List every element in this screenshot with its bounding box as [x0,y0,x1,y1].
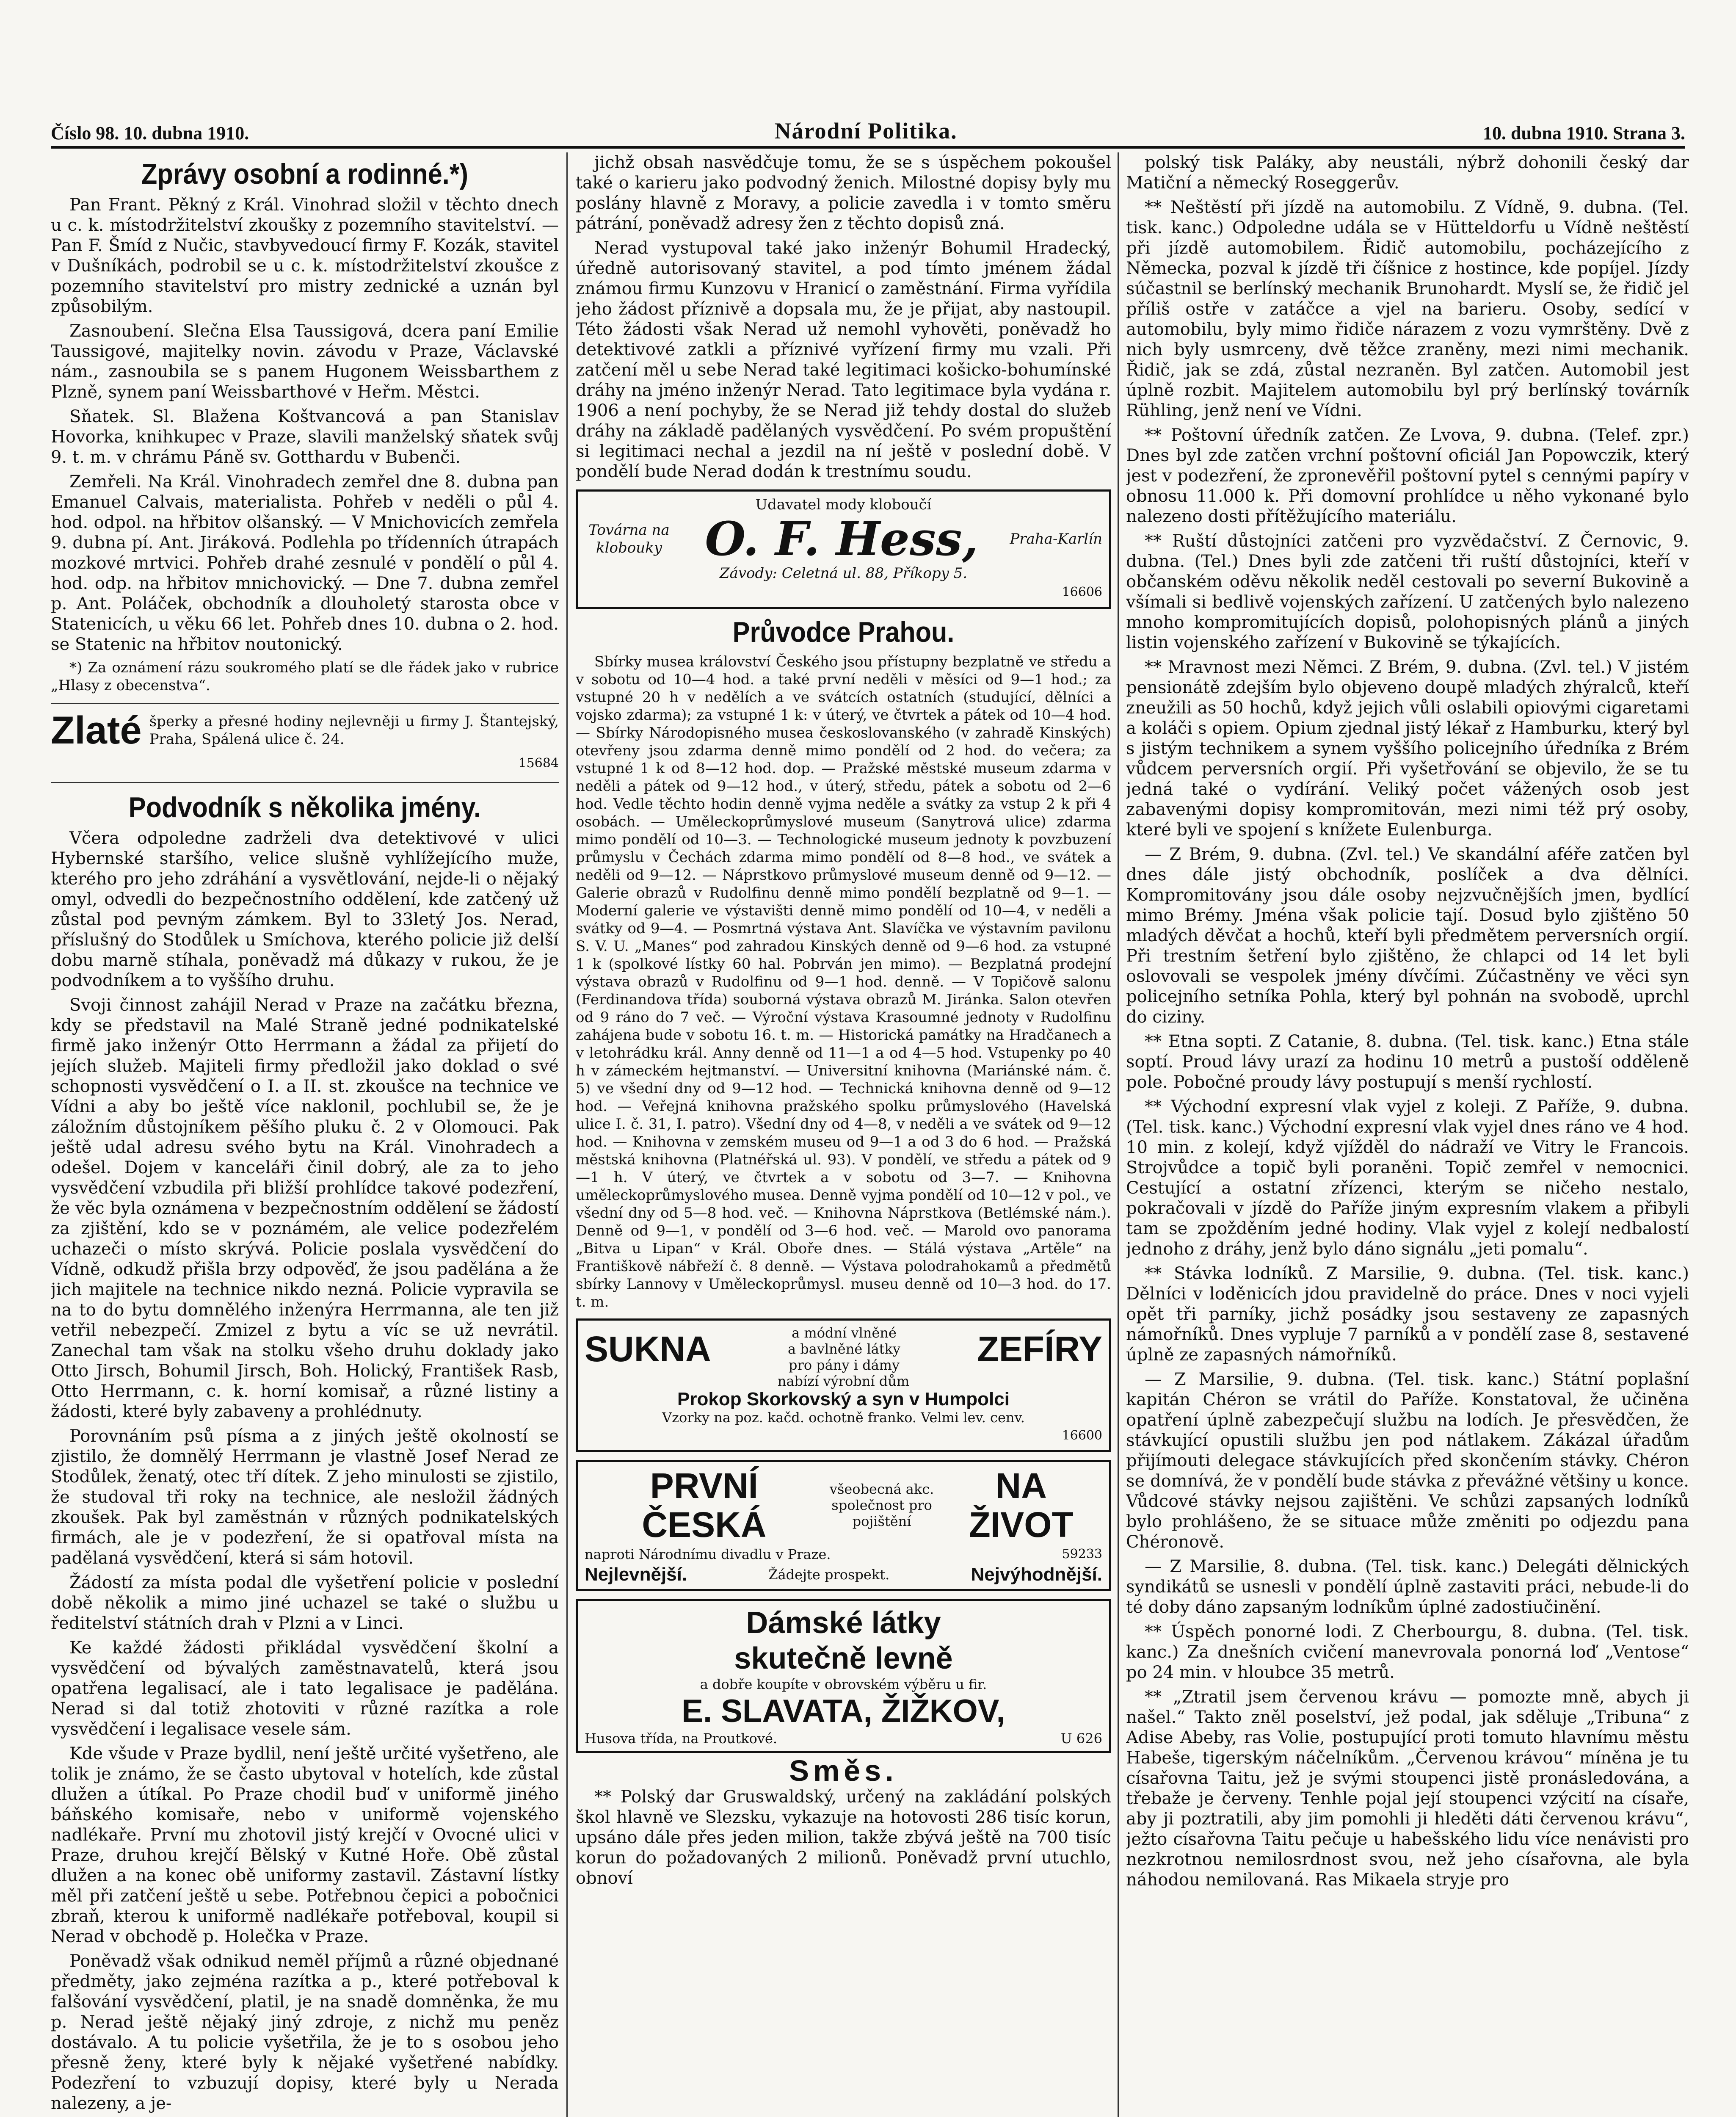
article-paragraph: Poněvadž však odnikud neměl příjmů a různé objednané předměty, jako zejména razítka a p., které potřeboval k falšování vysvědčení, platil, je na snadě domněnka, že mu p. Nerad ještě nějaký jiný zdroje, z nichž mu peněz dostávalo. A tu policie vyšetřila, že je to s osobou jeho přesně ženy, které byly k nějaké vyšetřené nabídky. Podezření to vzbuzují dopisy, které byly u Nerada nalezeny, a je- [51,1951,559,2113]
ad-pc-foot-mid: Žádejte prospekt. [768,1567,890,1583]
article-paragraph: — Z Brém, 9. dubna. (Zvl. tel.) Ve skandální aféře zatčen byl dnes dále jistý obchodník, poslíček a dva dělníci. Kompromitovány jsou dále osoby nejzvučnějších jmen, bydlící mimo Brémy. Jména však policie tají. Dosud bylo zjištěno 50 mladých děvčat a hochů, kteří byli předmětem perversních orgií. Při trestním šetření bylo zjištěno, že chlapci od 14 let byli oslovovali se vespolek jmény dívčími. Zúčastněny ve věci syn policejního setníka Pohla, který byl pohnán na svobodě, uprchl do ciziny. [1126,845,1689,1027]
advertisement-sukna [576,1318,1111,1452]
article-paragraph: Sbírky musea království Českého jsou přístupny bezplatně ve středu a v sobotu od 10—4 hod. a také první neděli v měsíci od 9—1 hod.; za vstupné 20 h v nedělích a ve svátcích ostatních (studující, dělníci a vojsko zdarma); za vstupné 1 k: v úterý, ve čtvrtek a pátek od 10—4 hod. — Sbírky Národopisného musea českoslovanského (v zahradě Kinských) otevřeny jsou zdarma denně mimo pondělí od 2 hod. do večera; za vstupné 1 k od 8—12 hod. dop. — Pražské městské museum zdarma v neděli a pátek od 9—12 hod., v úterý, středu, pátek a sobotu od 2—6 hod. Vedle těchto hodin denně vyjma neděle a svátky za vstup 2 k při 4 osobách. — Uměleckoprůmyslové museum (Sanytrová ulice) zdarma mimo pondělí od 10—3. — Technologické museum jednoty k povzbuzení průmyslu v Čechách zdarma mimo pondělí od 8—8 hod., ve svátek a neděli od 9—12. — Náprstkovo průmyslové museum denně od 9—12. — Galerie obrazů v Rudolfinu denně mimo pondělí bezplatně od 9—1. — Moderní galerie ve výstavišti denně mimo pondělí od 10—4, v neděli a svátky od 9—4. — Posmrtná výstava Ant. Slavíčka ve výstavním pavilonu S. V. U. „Manes“ pod zahradou Kinských denně od 9—6 hod. za vstupné 1 k (spolkové lístky 60 hal. Pobrván jen mimo). — Bezplatná prodejní výstava obrazů v Rudolfinu od 9—1 hod. denně. — V Topičově salonu (Ferdinandova třída) souborná výstava obrazů M. Jiránka. Salon otevřen od 9 ráno do 7 več. — Výroční výstava Krasoumné jednoty v Rudolfinu zahájena bude v sobotu 16. t. m. — Historická památky na Hradčanech a v letohrádku král. Anny denně od 11—1 a od 4—5 hod. Vstupenky po 40 h v zámeckém hejtmanství. — Universitní knihovna (Mariánské nám. č. 5) ve všední dny od 9—12 hod. — Technická knihovna denně od 9—12 hod. — Veřejná knihovna pražského spolku průmyslového (Havelská ulice I. č. 31, I. patro). Všední dny od 4—8, v neděli a ve svátek od 9—12 hod. — Knihovna v zemském museu od 9—1 a od 3 do 6 hod. — Pražská městská knihovna (Platnéřská ul. 93). V pondělí, ve středu a pátek od 9—1 h. V úterý, ve čtvrtek a v sobotu od 3—7. — Knihovna uměleckoprůmyslového musea. Denně vyjma pondělí od 10—12 v pol., ve všední dny od 5—8 hod. več. — Knihovna Náprstkova (Betlémské nám.). Denně od 9—1, v pondělí od 3—6 hod. več. — Marold ovo panorama „Bitva u Lipan“ v Král. Oboře dnes. — Stálá výstava „Artěle“ na Františkově nábřeží č. 8 denně. — Výstava polodrahokamů a předmětů sbírky Lannovy v Uměleckoprůmysl. museu denně od 10—3 hod. do 17. t. m. [576,653,1111,1310]
ad-sukna-line1: nabízí výrobní dům [777,1373,910,1389]
header-masthead: Národní Politika. [774,118,958,144]
ad-slavata-line2: skutečně levně [734,1642,953,1675]
article-paragraph: Včera odpoledne zadrželi dva detektivové v ulici Hybernské staršího, velice slušně vyhlížejícího muže, kterého pro jeho zdráhání a vysvětlování, nejde-li o nějaký omyl, odvedli do bezpečnostního oddělení, kde zatčený už zůstal pod pevným zámkem. Byl to 33letý Jos. Nerad, příslušný do Stodůlek u Smíchova, kterého policie již delší dobu marně stíhala, poněvadž má důkazy v rukou, že je podvodníkem a to vyššího druhu. [51,829,559,990]
ad-pc-left: PRVNÍ ČESKÁ [642,1466,767,1545]
ad-number: 59233 [1062,1547,1102,1561]
article-paragraph: — Z Marsilie, 9. dubna. (Tel. tisk. kanc.) Státní poplašní kapitán Chéron se vrátil do Paříže. Konstatoval, že učiněna opatření úplně zabezpečují službu na lodích. Je přesvědčen, že stávkující opustili službu jen pod nátlakem. Zákázal úřadům přijímouti delegace stávkujících před skončením stávky. Chéron se domnívá, že v pondělí bude stávka z převážné většiny u konce. Vůdcové stávky nejsou zajištěni. Ve schůzi zapsaných lodníků bylo prohlášeno, že se situace může změniti po odjezdu pana Chéronově. [1126,1370,1689,1552]
ad-slavata-address: Husova třída, na Proutkové. [585,1730,778,1747]
column-divider [566,152,568,2117]
ad-pc-foot-right: Nejvýhodnější. [971,1564,1102,1585]
article-paragraph: ** Východní expresní vlak vyjel z koleji. Z Paříže, 9. dubna. (Tel. tisk. kanc.) Východní expresní vlak vyjel dnes ráno ve 4 hod. 10 min. z kolejí, když vjížděl do nádraží ve Vitry le Francois. Strojvůdce a topič byli poraněni. Topič zemřel v nemocnici. Cestující a ostatní zřízenci, kterým se ničeho nestalo, pokračovali v jízdě do Paříže jiným expresním vlakem a přibyli tam se zpožděním jedné hodiny. Vlak vyjel z kolejí nedbalostí jednoho z dráhy, jenž bylo dáno signálu „jeti pomalu“. [1126,1097,1689,1259]
article-paragraph: Sňatek. Sl. Blažena Koštvancová a pan Stanislav Hovorka, knihkupec v Praze, slavili manželský sňatek svůj 9. t. m. v chrámu Páně sv. Gotthardu v Bubenči. [51,407,559,467]
ad-hess-top: Udavatel mody kloboučí [755,496,932,513]
column-3 [1126,152,1689,2117]
article-paragraph: Kde všude v Praze bydlil, není ještě určité vyšetřeno, ale tolik je známo, že se často ubytoval v hotelích, kde zůstal dlužen a útíkal. Po Praze chodil buď v uniformě jiného báňského komisaře, nebo v uniformě vojenského nadlékaře. První mu zhotovil jistý krejčí v Ovocné ulici v Praze, druhou krejčí Bělský v Kutné Hoře. Obě zůstal dlužen a na konec obě uniformy zastavil. Zástavní lístky měl při zatčení ještě u sebe. Potřebnou čepici a pobočnici zbraň, kterou k uniformě nadlékaře potřeboval, koupil si Nerad v obchodě p. Holečka v Praze. [51,1744,559,1946]
article-heading-prague-guide: Průvodce Prahou. [732,616,955,648]
ad-sukna-left: SUKNA [585,1329,711,1369]
ad-hess-name: O. F. Hess, [705,511,979,566]
section-heading-personal-news: Zprávy osobní a rodinné.*) [141,158,468,190]
ad-slavata-line3: a dobře koupíte v obrovském výběru u fir. [700,1676,987,1692]
article-paragraph: Žádostí za místa podal dle vyšetření policie v poslední době několik a mimo jiné uchazel se také o službu u ředitelství státních drah v Plzni a v Linci. [51,1573,559,1633]
advertisement-zlate [51,709,559,752]
article-paragraph: jichž obsah nasvědčuje tomu, že se s úspěchem pokoušel také o karieru jako podvodný ženich. Milostné dopisy byly mu poslány hlavně z Moravy, a policie zavedla i v tomto směru pátrání, poněvadž adresy žen z těchto dopisů zná. [576,153,1111,233]
ad-hess-city: Praha-Karlín [1010,531,1102,547]
advertisement-hess [576,489,1111,609]
article-paragraph: Zemřeli. Na Král. Vinohradech zemřel dne 8. dubna pan Emanuel Calvais, materialista. Pohřeb v neděli o půl 4. hod. odpol. na hřbitov olšanský. — V Mnichovicích zemřela 9. dubna pí. Ant. Jiráková. Podlehla po třídenních útrapách mozkové mrtvici. Pohřeb drahé zesnulé v pondělí o půl 4. hod. odp. na hřbitov mnichovický. — Dne 7. dubna zemřel p. Ant. Poláček, obchodník a dlouholetý starosta obce v Statenicích, u věku 66 let. Pohřeb dnes 10. dubna o 2. hod. se Statenic na hřbitov noutonický. [51,472,559,654]
header-issue-date: Číslo 98. 10. dubna 1910. [51,123,249,144]
article-paragraph: Nerad vystupoval také jako inženýr Bohumil Hradecký, úředně autorisovaný stavitel, a pod tímto jménem žádal známou firmu Kunzovu v Hranicí o zaměstnání. Firma vyřídila jeho žádost příznivě a dopsala mu, že je přijat, aby nastoupil. Této žádosti však Nerad už nemohl vyhověti, poněvadž ho detektivové zatkli a příznivé vyřízení firmy mu vzali. Při zatčení měl u sebe Nerad také legitimaci košicko-bohumínské dráhy na jméno inženýr Nerad. Tato legitimace byla vydána r. 1906 a není pochyby, že se Nerad již tehdy dostal do služeb dráhy na základě padělaných vysvědčení. Po svém propuštění si legitimaci nechal a jezdil na ní ještě v poslední době. V pondělí bude Nerad dodán k trestnímu soudu. [576,238,1111,481]
ad-hess-shops: Závody: Celetná ul. 88, Příkopy 5. [719,565,968,582]
ad-slavata-name: E. SLAVATA, ŽIŽKOV, [682,1693,1005,1729]
column-2 [576,152,1111,2117]
ad-pc-foot-left: Nejlevnější. [585,1564,687,1585]
ad-zlate-title: Zlaté [51,709,142,752]
page-header [51,114,1685,144]
article-paragraph: ** „Ztratil jsem červenou krávu — pomozte mně, abych ji našel.“ Takto zněl poselství, jež podal, jak sděluje „Tribuna“ z Adise Abeby, ras Volie, postupující proti tomuto hlavnímu městu Habeše, tigerským náčelníkům. „Červenou krávou“ míněna je tu císařovna Taitu, jež je svými stoupenci jistě pronásledována, a třebaže je červeny. Tenhle pojal její stoupenci vzýcití na císaře, aby ji poztratili, aby jim pomohli ji hleděti dáti červenou krávu“, ježto císařovna Taitu pečuje u habešského lidu více nenávisti pro nezkrotnou nemilosrdnost svou, než jeho císařovna, ale byla náhodou nemilovaná. Ras Mikaela stryje pro [1126,1687,1689,1890]
article-paragraph: — Z Marsilie, 8. dubna. (Tel. tisk. kanc.) Delegáti dělnických syndikátů se usnesli v pondělí úplně zastaviti práci, nebude-li do té doby dáno zapsaným lodníkům úplné zadostiučinění. [1126,1557,1689,1617]
ad-slavata-line1: Dámské látky [746,1606,941,1640]
article-paragraph: Pan Frant. Pěkný z Král. Vinohrad složil v těchto dnech u c. k. místodržitelství zkoušky z pozemního stavitelství. — Pan F. Šmíd z Nučic, stavbyvedoucí firmy F. Kozák, stavitel v Dušníkách, podrobil se u c. k. místodržitelství zkoušce z pozemního stavitelství pro mistry zednické a uznán byl způsobilým. [51,195,559,316]
ad-pc-line: naproti Národnímu divadlu v Praze. [585,1546,831,1562]
ad-pc-right: NA ŽIVOT [969,1466,1074,1545]
article-paragraph: ** Etna sopti. Z Catanie, 8. dubna. (Tel. tisk. kanc.) Etna stále soptí. Proud lávy urazí za hodinu 10 metrů a pustoší odděleně pole. Pobočné proudy lávy postupují s menší rychlostí. [1126,1032,1689,1092]
article-heading-fraud: Podvodník s několika jmény. [128,791,481,824]
ad-pc-mid: všeobecná akc. společnost pro pojištění [829,1481,934,1529]
ad-sukna-line3: Vzorky na poz. kačd. ochotně franko. Velmi lev. cenv. [662,1409,1025,1426]
divider [51,782,559,783]
section-heading-miscellany: Směs. [789,1754,898,1787]
header-rule [51,146,1685,149]
ad-number: 16606 [1062,585,1102,600]
article-paragraph: Ke každé žádosti přikládal vysvědčení školní a vysvědčení od bývalých zaměstnavatelů, která jsou opatřena legalisací, ale i tato legalisace je padělána. Nerad si dal totiž zhotoviti v různé razítka a role vysvědčení i legalisace vesele sám. [51,1638,559,1739]
ad-sukna-right: ZEFÍRY [977,1329,1102,1369]
ad-number: U 626 [1060,1730,1102,1747]
article-paragraph: polský tisk Paláky, aby neustáli, nýbrž dohonili český dar Matiční a německý Roseggerův. [1126,153,1689,193]
column-1 [51,152,559,2117]
article-paragraph: Svoji činnost zahájil Nerad v Praze na začátku března, kdy se představil na Malé Straně jedné podnikatelské firmě jako inženýr Otto Herrmann a žádal za přijetí do jejích služeb. Majiteli firmy předložil jako doklad o své schopnosti vysvědčení o I. a II. st. zkoušce na technice ve Vídni a aby bo ještě více naklonil, pochlubil se, že je záložním důstojníkem pěšího pluku č. 2 v Olomouci. Pak ještě udal adresu svého bytu na Král. Vinohradech a odešel. Dojem v kanceláři činil dobrý, ale za to jeho vysvědčení vzbudila při bližší prohlídce takové podezření, že věc byla oznámena v bezpečnostním oddělení se žádostí za zjištění, kdo se v poznámém, ale velice podezřelém uchazeči o místo skrývá. Policie poslala vysvědčení do Vídně, odkudž přišla brzy odpověď, že jsou padělána a že jich majitele na technice nikdo nezná. Policie vypravila se na to do bytu domnělého inženýra Herrmanna, ale ten již vetřil nebezpečí. Zmizel z bytu a víc se už nevrátil. Zanechal tam však na stolku všeho druhu doklady jako Otto Jirsch, Bohumil Jirsch, Boh. Holický, František Rasb, Otto Herrmann, c. k. horní komisař, a různé listiny a žádosti, které byly zabaveny a prohlédnuty. [51,995,559,1421]
article-paragraph: ** Polský dar Gruswaldský, určený na zakládání polských škol hlavně ve Slezsku, vykazuje na hotovosti 286 tisíc korun, upsáno dále přes jeden milion, takže zbývá ještě na 700 tisíc korun do požadovaných 2 milionů. Poněvadž první utuchlo, obnoví [576,1787,1111,1888]
article-paragraph: ** Mravnost mezi Němci. Z Brém, 9. dubna. (Zvl. tel.) V jistém pensionátě zdejším bylo objeveno doupě mladých zhýralců, kteří zneužili as 50 hochů, když jejich vůli oslabili opiovými cigaretami a koláči s opiem. Opium zjednal jistý lékař z Hamburku, který byl s jistým technikem a synem vyššího policejního úředníka z Brém vůdcem perversních orgií. Při vyšetřování se objevilo, že se tu jedná také o vydírání. Veliký počet vážených osob jest zabavenými dopisy kompromitován, mezi nimi též prý osoby, které byli ve spojení s knížete Eulenburga. [1126,658,1689,840]
ad-number: 15684 [518,756,559,771]
article-paragraph: ** Neštěstí při jízdě na automobilu. Z Vídně, 9. dubna. (Tel. tisk. kanc.) Odpoledne udála se v Hütteldorfu u Vídně neštěstí při jízdě automobilem. Řidič automobilu, pocházejícího z Německa, pozval k jízdě tři číšnice z hostince, kde popíjel. Jízdy súčastnil se berlínský mechanik Brunohardt. Myslí se, že řidič jel příliš ostře v zatáčce a vjel na barieru. Osoby, sedící v automobilu, byly mimo řidiče nárazem z vozu vymrštěny. Dvě z nich byly usmrceny, dvě těžce zraněny, mezi nimi mechanik. Řidič, jak se zdá, zůstal nezraněn. Byl zatčen. Automobil jest úplně rozbit. Majitelem automobilu byl prý berlínský továrník Rühling, jenž není ve Vídni. [1126,198,1689,420]
divider [51,703,559,704]
ad-number: 16600 [1062,1428,1102,1443]
ad-sukna-mid: a módní vlněné a bavlněné látky pro pány i dámy [788,1325,901,1373]
ad-zlate-text: šperky a přesné hodiny nejlevněji u firmy J. Štantejský, Praha, Spálená ulice č. 24. [149,713,559,748]
advertisement-slavata [576,1599,1111,1753]
article-paragraph: ** Úspěch ponorné lodi. Z Cherbourgu, 8. dubna. (Tel. tisk. kanc.) Za dnešních cvičení manevrovala ponorná loď „Ventose“ po 24 min. v hloubce 35 metrů. [1126,1622,1689,1682]
column-divider [1118,152,1119,2117]
ad-hess-left: Továrna na klobouky [588,522,670,556]
article-paragraph: ** Stávka lodníků. Z Marsilie, 9. dubna. (Tel. tisk. kanc.) Dělníci v loděnicích jdou pravidelně do práce. Dnes v noci vyjeli opět tři parníky, jichž posádky jsou sestaveny ze zapasných námořníků. Dnes vypluje 7 parníků a v pondělí zase 8, sestavené úplně ze zapasných námořníků. [1126,1264,1689,1365]
footnote: *) Za oznámení rázu soukromého platí se dle řádek jako v rubrice „Hlasy z obecenstva“. [51,659,559,694]
article-paragraph: Zasnoubení. Slečna Elsa Taussigová, dcera paní Emilie Taussigové, majitelky novin. závodu v Praze, Václavské nám., zasnoubila se s panem Hugonem Weissbarthem z Plzně, synem paní Weissbarthové v Heřm. Městci. [51,321,559,402]
header-page-number: 10. dubna 1910. Strana 3. [1482,123,1685,144]
article-paragraph: ** Poštovní úředník zatčen. Ze Lvova, 9. dubna. (Telef. zpr.) Dnes byl zde zatčen vrchní poštovní oficiál Jan Popowczik, který jest v podezření, že zpronevěřil poštovní pytel s cennými papíry v obnosu 11.000 k. Při domovní prohlídce u něho vykonané bylo nalezeno dosti přítěžujícího materiálu. [1126,426,1689,526]
article-paragraph: Porovnáním psů písma a z jiných ještě okolností se zjistilo, že domnělý Herrmann je vlastně Josef Nerad ze Stodůlek, ženatý, otec tří dítek. Z jeho minulosti se zjistilo, že studoval tři roky na technice, ale nesložil žádných zkoušek. Pak byl zaměstnán v různých podnikatelských firmách, ale je v podezření, že si opatřoval místa na padělaná vysvědčení, která si sám hotovil. [51,1426,559,1568]
ad-sukna-line2: Prokop Skorkovský a syn v Humpolci [677,1389,1010,1409]
article-paragraph: ** Ruští důstojníci zatčeni pro vyzvědačství. Z Černovic, 9. dubna. (Tel.) Dnes byli zde zatčeni tři ruští důstojníci, kteří v občanském oděvu několik neděl cestovali po severní Bukovině a všímali si bedlivě vojenských zařízení. U zatčených bylo nalezeno mnoho kompromitujících dopisů, polohopisných plánů a jiných listin vojenského zařízení v Bukovině se týkajících. [1126,531,1689,652]
advertisement-prvni-ceska [576,1460,1111,1591]
